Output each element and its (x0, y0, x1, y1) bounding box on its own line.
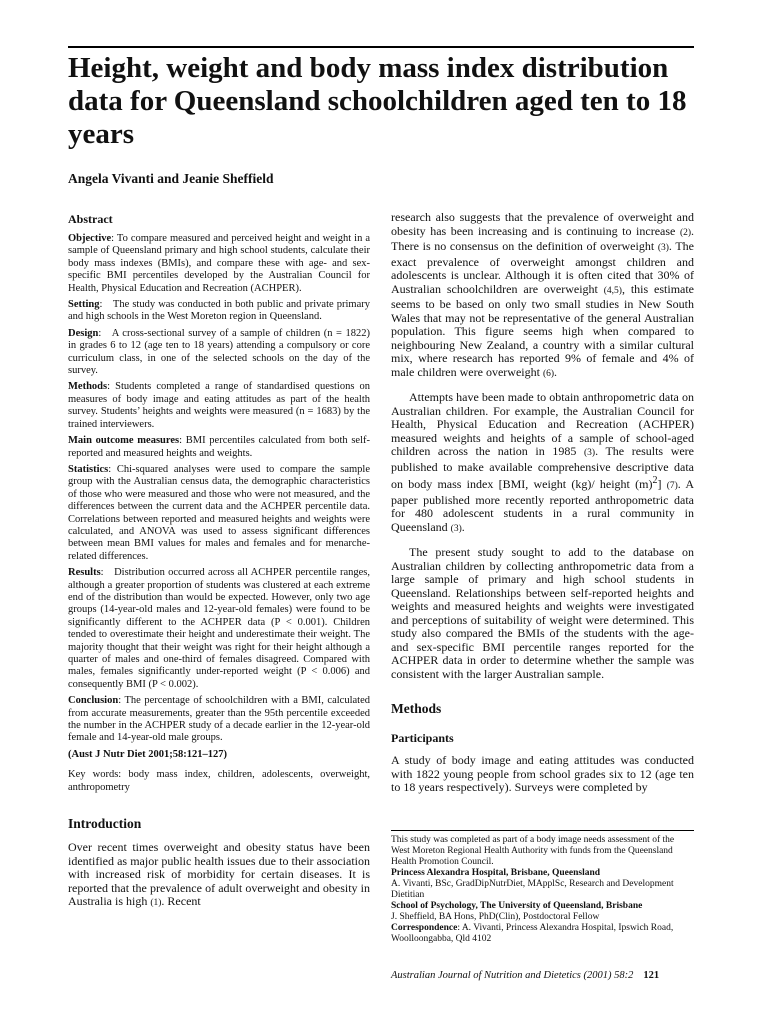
left-column (68, 212, 370, 911)
correspondence: Correspondence: A. Vivanti, Princess Alexandra Hospital, Ipswich Road, Woolloongabba, Qld 4102 (391, 923, 674, 944)
abstract-setting: Setting: The study was conducted in both public and private primary and high schools in the West Moreton region in Queensland. (68, 299, 370, 323)
author-1-details: A. Vivanti, BSc, GradDipNutrDiet, MApplSc, Research and Development Dietitian (391, 879, 674, 900)
abstract-design: Design: A cross-sectional survey of a sample of children (n = 1822) in grades 6 to 12 (age ten to 18 years) attending a compulsory or core curriculum class, in one of the selected schools on the day of the survey. (68, 327, 370, 377)
abstract-statistics: Statistics: Chi-squared analyses were used to compare the sample group with the Australian census data, the demographic characteristics of those who were measured and those who were not measured, and the differences between the current data and the ACHPER percentile data. Correlations between reported and measured heights and weights were calculated, and ANOVA was used to assess significant differences between mean BMI values for males and females and for menarche-related differences. (68, 463, 370, 562)
intro-paragraph-2: Attempts have been made to obtain anthropometric data on Australian children. For example, the Australian Council for Health, Physical Education and Recreation (ACHPER) measured weights and heights of a sample of school-aged children across the nation in 1985 (3). The results were published to make available comprehensive descriptive data on body mass index [BMI, weight (kg)/ height $(m)^2$] (7). A paper published more recently reported anthropometric data for 480 adolescent students in a rural community in Queensland (3). (391, 390, 695, 534)
right-column (391, 211, 694, 795)
journal-footer (391, 970, 694, 981)
journal-name: Australian Journal of Nutrition and Dietetics (2001) 58:2 (391, 970, 634, 981)
affiliation-2: School of Psychology, The University of Queensland, Brisbane (391, 901, 643, 911)
abstract-objective: Objective: To compare measured and perceived height and weight in a sample of Queensland primary and high school students, calculate their body mass indexes (BMIs), and compare these with age- and sex-specific BMI percentiles developed by the Australian Council for Health, Physical Education and Recreation (ACHPER). (68, 233, 370, 294)
introduction-heading: Introduction (68, 816, 142, 832)
abstract-citation: (Aust J Nutr Diet 2001;58:121–127) (68, 748, 228, 760)
intro-paragraph-cont: research also suggests that the prevalence of overweight and obesity has been increasing and is continuing to increase (2). There is no consensus on the definition of overweight (3). The exact prevalence of overweight amongst children and adolescents is unclear. Although it is often cited that 30% of Australian schoolchildren are overweight (4,5), this estimate seems to be based on only two small studies in New South Wales that may not be representative of the general Australian population. This figure seems high when compared to neighbouring New Zealand, a country with a similar cultural mix, where research has reported 9% of female and 4% of male children were overweight (6). (391, 210, 695, 379)
abstract-outcome: Main outcome measures: BMI percentiles calculated from both self-reported and measured heights and weights. (68, 435, 370, 459)
top-rule (68, 46, 694, 48)
affiliation-1: Princess Alexandra Hospital, Brisbane, Queensland (391, 868, 601, 878)
paper-title: Height, weight and body mass index distribution data for Queensland schoolchildren aged ten to 18 years (68, 52, 687, 150)
participants-heading: Participants (391, 731, 454, 745)
participants-paragraph: A study of body image and eating attitudes was conducted with 1822 young people from school grades six to 12 (age ten to 18 years respectively). Surveys were completed by (391, 753, 694, 794)
authors: Angela Vivanti and Jeanie Sheffield (68, 171, 274, 186)
abstract-heading: Abstract (68, 212, 113, 226)
abstract-methods: Methods: Students completed a range of standardised questions on measures of body image and eating attitudes as part of the health survey. Students’ heights and weights were measured (n = 1683) by the trained interviewers. (68, 381, 370, 430)
page-number: 121 (643, 970, 660, 981)
author-2-details: J. Sheffield, BA Hons, PhD(Clin), Postdoctoral Fellow (391, 912, 600, 922)
intro-paragraph-3: The present study sought to add to the database on Australian children by collecting anthropometric data from a large sample of primary and high school students in Queensland. Relationships between self-reported heights and weights and measured heights and weights were investigated and perceptions of suitability of weight were determined. This study also compared the BMIs of the students with the age- and sex-specific BMI percentile ranges reported for the ACHPER data in order to determine whether the sample was consistent with the larger Australian sample. (391, 545, 694, 681)
keywords: Key words: body mass index, children, adolescents, overweight, anthropometry (68, 769, 370, 793)
abstract-conclusion: Conclusion: The percentage of schoolchildren with a BMI, calculated from accurate measurements, greater than the 95th percentile exceeded the number in the ACHPER study of a decade earlier in the 12-year-old female and 14-year-old male groups. (68, 695, 370, 744)
footnote (391, 830, 694, 945)
introduction-paragraph: Over recent times overweight and obesity status have been identified as major public health issues due to their association with increased risk of morbidity for certain diseases. It is reported that the prevalence of adult overweight and obesity in Australia is high (1). Recent (68, 840, 370, 909)
abstract-results: Results: Distribution occurred across all ACHPER percentile ranges, although a greater proportion of students was clustered at each extreme end of the distribution than would be expected. However, only two age groups (14-year-old males and 12-year-old females) were found to be significantly different to the ACHPER data (P < 0.001). Children tended to overestimate their height and underestimate their weight. The majority thought that their weight was right for their height although a quarter of males and one-third of females disagreed. Compared with males, females significantly under-reported weight (P < 0.006) and consequently BMI (P < 0.002). (68, 567, 370, 690)
footnote-note: This study was completed as part of a body image needs assessment of the West Moreton Regional Health Authority with funds from the Queensland Health Promotion Council. (391, 835, 675, 867)
methods-heading: Methods (391, 701, 442, 716)
